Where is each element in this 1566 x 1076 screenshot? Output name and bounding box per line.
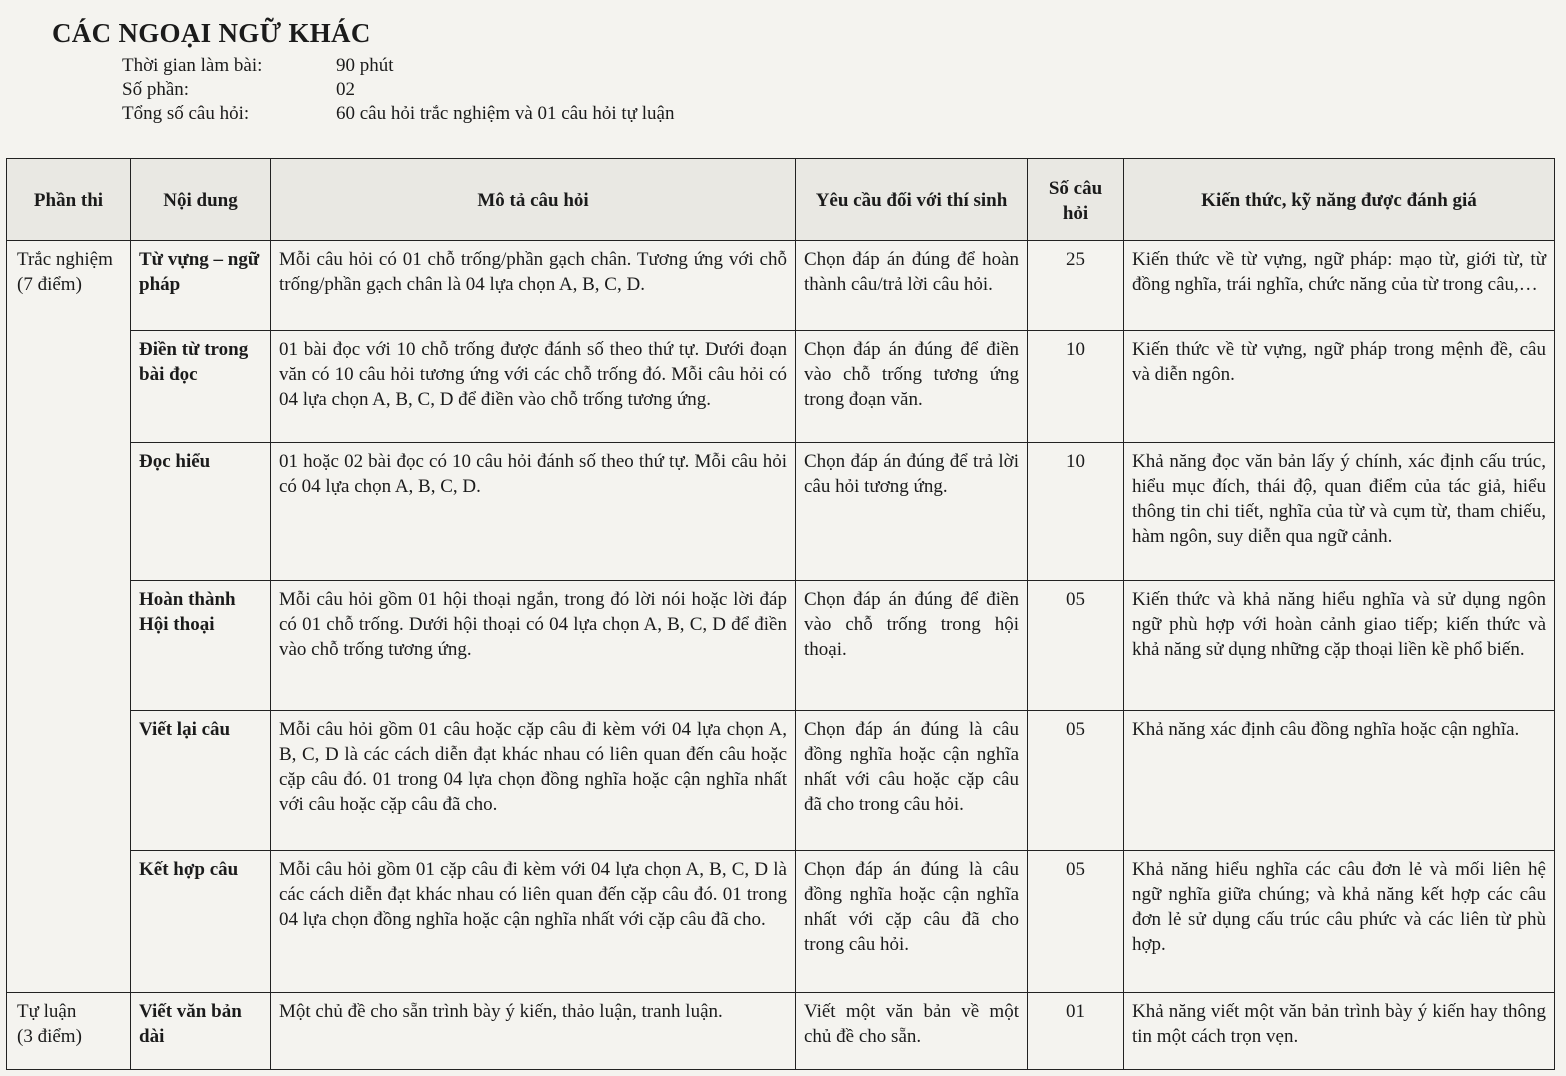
table-row: [7, 711, 1555, 851]
count-cell: 10: [1028, 331, 1124, 443]
content-cell: Viết lại câu: [131, 711, 271, 851]
meta-duration: [122, 54, 674, 78]
skills-cell: Kiến thức và khả năng hiểu nghĩa và sử dụng ngôn ngữ phù hợp với hoàn cảnh giao tiếp; kiến thức và khả năng sử dụng những cặp thoại liền kề phổ biến.: [1124, 581, 1555, 711]
page-title: CÁC NGOẠI NGỮ KHÁC: [52, 18, 371, 48]
table-header-row: [7, 159, 1555, 241]
description-cell: Mỗi câu hỏi có 01 chỗ trống/phần gạch chân. Tương ứng với chỗ trống/phần gạch chân là 04 lựa chọn A, B, C, D.: [271, 241, 796, 331]
requirement-cell: Viết một văn bản về một chủ đề cho sẵn.: [796, 993, 1028, 1070]
requirement-cell: Chọn đáp án đúng để điền vào chỗ trống tương ứng trong đoạn văn.: [796, 331, 1028, 443]
count-cell: 25: [1028, 241, 1124, 331]
table-row: [7, 443, 1555, 581]
meta-parts: [122, 78, 674, 102]
skills-cell: Khả năng xác định câu đồng nghĩa hoặc cận nghĩa.: [1124, 711, 1555, 851]
count-cell: 10: [1028, 443, 1124, 581]
content-cell: Viết văn bản dài: [131, 993, 271, 1070]
skills-cell: Khả năng đọc văn bản lấy ý chính, xác định cấu trúc, hiểu mục đích, thái độ, quan điểm của tác giả, hiểu thông tin chi tiết, nghĩa của từ và cụm từ, tham chiếu, hàm ngôn, suy diễn qua ngữ cảnh.: [1124, 443, 1555, 581]
meta-questions-value: 60 câu hỏi trắc nghiệm và 01 câu hỏi tự luận: [336, 103, 675, 124]
meta-duration-value: 90 phút: [336, 55, 394, 76]
requirement-cell: Chọn đáp án đúng là câu đồng nghĩa hoặc cận nghĩa nhất với câu hoặc cặp câu đã cho trong câu hỏi.: [796, 711, 1028, 851]
skills-cell: Khả năng hiểu nghĩa các câu đơn lẻ và mối liên hệ ngữ nghĩa giữa chúng; và khả năng kết hợp các câu đơn lẻ sử dụng cấu trúc câu phức và các liên từ phù hợp.: [1124, 851, 1555, 993]
count-cell: 05: [1028, 711, 1124, 851]
table-row: [7, 993, 1555, 1070]
exam-meta: [122, 54, 674, 126]
requirement-cell: Chọn đáp án đúng là câu đồng nghĩa hoặc cận nghĩa nhất với cặp câu đã cho trong câu hỏi.: [796, 851, 1028, 993]
skills-cell: Khả năng viết một văn bản trình bày ý kiến hay thông tin một cách trọn vẹn.: [1124, 993, 1555, 1070]
exam-structure-table: [6, 158, 1555, 1070]
content-cell: Đọc hiểu: [131, 443, 271, 581]
meta-parts-label: Số phần:: [122, 79, 190, 100]
table-row: [7, 331, 1555, 443]
description-cell: 01 hoặc 02 bài đọc có 10 câu hỏi đánh số theo thứ tự. Mỗi câu hỏi có 04 lựa chọn A, B, C, D.: [271, 443, 796, 581]
skills-cell: Kiến thức về từ vựng, ngữ pháp trong mệnh đề, câu và diễn ngôn.: [1124, 331, 1555, 443]
description-cell: Mỗi câu hỏi gồm 01 hội thoại ngắn, trong đó lời nói hoặc lời đáp có 01 chỗ trống. Dưới hội thoại có 04 lựa chọn A, B, C, D để điền vào chỗ trống tương ứng.: [271, 581, 796, 711]
header-skills: Kiến thức, kỹ năng được đánh giá: [1124, 159, 1555, 241]
description-cell: Mỗi câu hỏi gồm 01 câu hoặc cặp câu đi kèm với 04 lựa chọn A, B, C, D là các cách diễn đạt khác nhau có liên quan đến câu hoặc cặp câu đó. 01 trong 04 lựa chọn đồng nghĩa hoặc cận nghĩa nhất với câu hoặc cặp câu đã cho.: [271, 711, 796, 851]
count-cell: 01: [1028, 993, 1124, 1070]
content-cell: Từ vựng – ngữ pháp: [131, 241, 271, 331]
requirement-cell: Chọn đáp án đúng để điền vào chỗ trống trong hội thoại.: [796, 581, 1028, 711]
count-cell: 05: [1028, 581, 1124, 711]
table-row: [7, 581, 1555, 711]
header-count: Số câu hỏi: [1028, 159, 1124, 241]
requirement-cell: Chọn đáp án đúng để hoàn thành câu/trả lời câu hỏi.: [796, 241, 1028, 331]
content-cell: Điền từ trong bài đọc: [131, 331, 271, 443]
content-cell: Hoàn thành Hội thoại: [131, 581, 271, 711]
part-name: Trắc nghiệm: [17, 249, 113, 270]
header-part: Phần thi: [7, 159, 131, 241]
part-cell-essay: [7, 993, 131, 1070]
part-cell-multiple-choice: [7, 241, 131, 993]
meta-parts-value: 02: [336, 79, 355, 100]
meta-duration-label: Thời gian làm bài:: [122, 55, 263, 76]
count-cell: 05: [1028, 851, 1124, 993]
part-name: Tự luận: [17, 1001, 77, 1022]
header-description: Mô tả câu hỏi: [271, 159, 796, 241]
part-score: (3 điểm): [17, 1026, 82, 1047]
description-cell: Mỗi câu hỏi gồm 01 cặp câu đi kèm với 04 lựa chọn A, B, C, D là các cách diễn đạt khác nhau có liên quan đến cặp câu đó. 01 trong 04 lựa chọn đồng nghĩa hoặc cận nghĩa nhất với cặp câu đã cho.: [271, 851, 796, 993]
table-row: [7, 241, 1555, 331]
meta-questions: [122, 102, 674, 126]
part-score: (7 điểm): [17, 274, 82, 295]
skills-cell: Kiến thức về từ vựng, ngữ pháp: mạo từ, giới từ, từ đồng nghĩa, trái nghĩa, chức năng của từ trong câu,…: [1124, 241, 1555, 331]
header-requirement: Yêu cầu đối với thí sinh: [796, 159, 1028, 241]
table-row: [7, 851, 1555, 993]
requirement-cell: Chọn đáp án đúng để trả lời câu hỏi tương ứng.: [796, 443, 1028, 581]
description-cell: Một chủ đề cho sẵn trình bày ý kiến, thảo luận, tranh luận.: [271, 993, 796, 1070]
header-content: Nội dung: [131, 159, 271, 241]
meta-questions-label: Tổng số câu hỏi:: [122, 103, 250, 124]
content-cell: Kết hợp câu: [131, 851, 271, 993]
description-cell: 01 bài đọc với 10 chỗ trống được đánh số theo thứ tự. Dưới đoạn văn có 10 câu hỏi tương ứng với các chỗ trống đó. Mỗi câu hỏi có 04 lựa chọn A, B, C, D để điền vào chỗ trống tương ứng.: [271, 331, 796, 443]
